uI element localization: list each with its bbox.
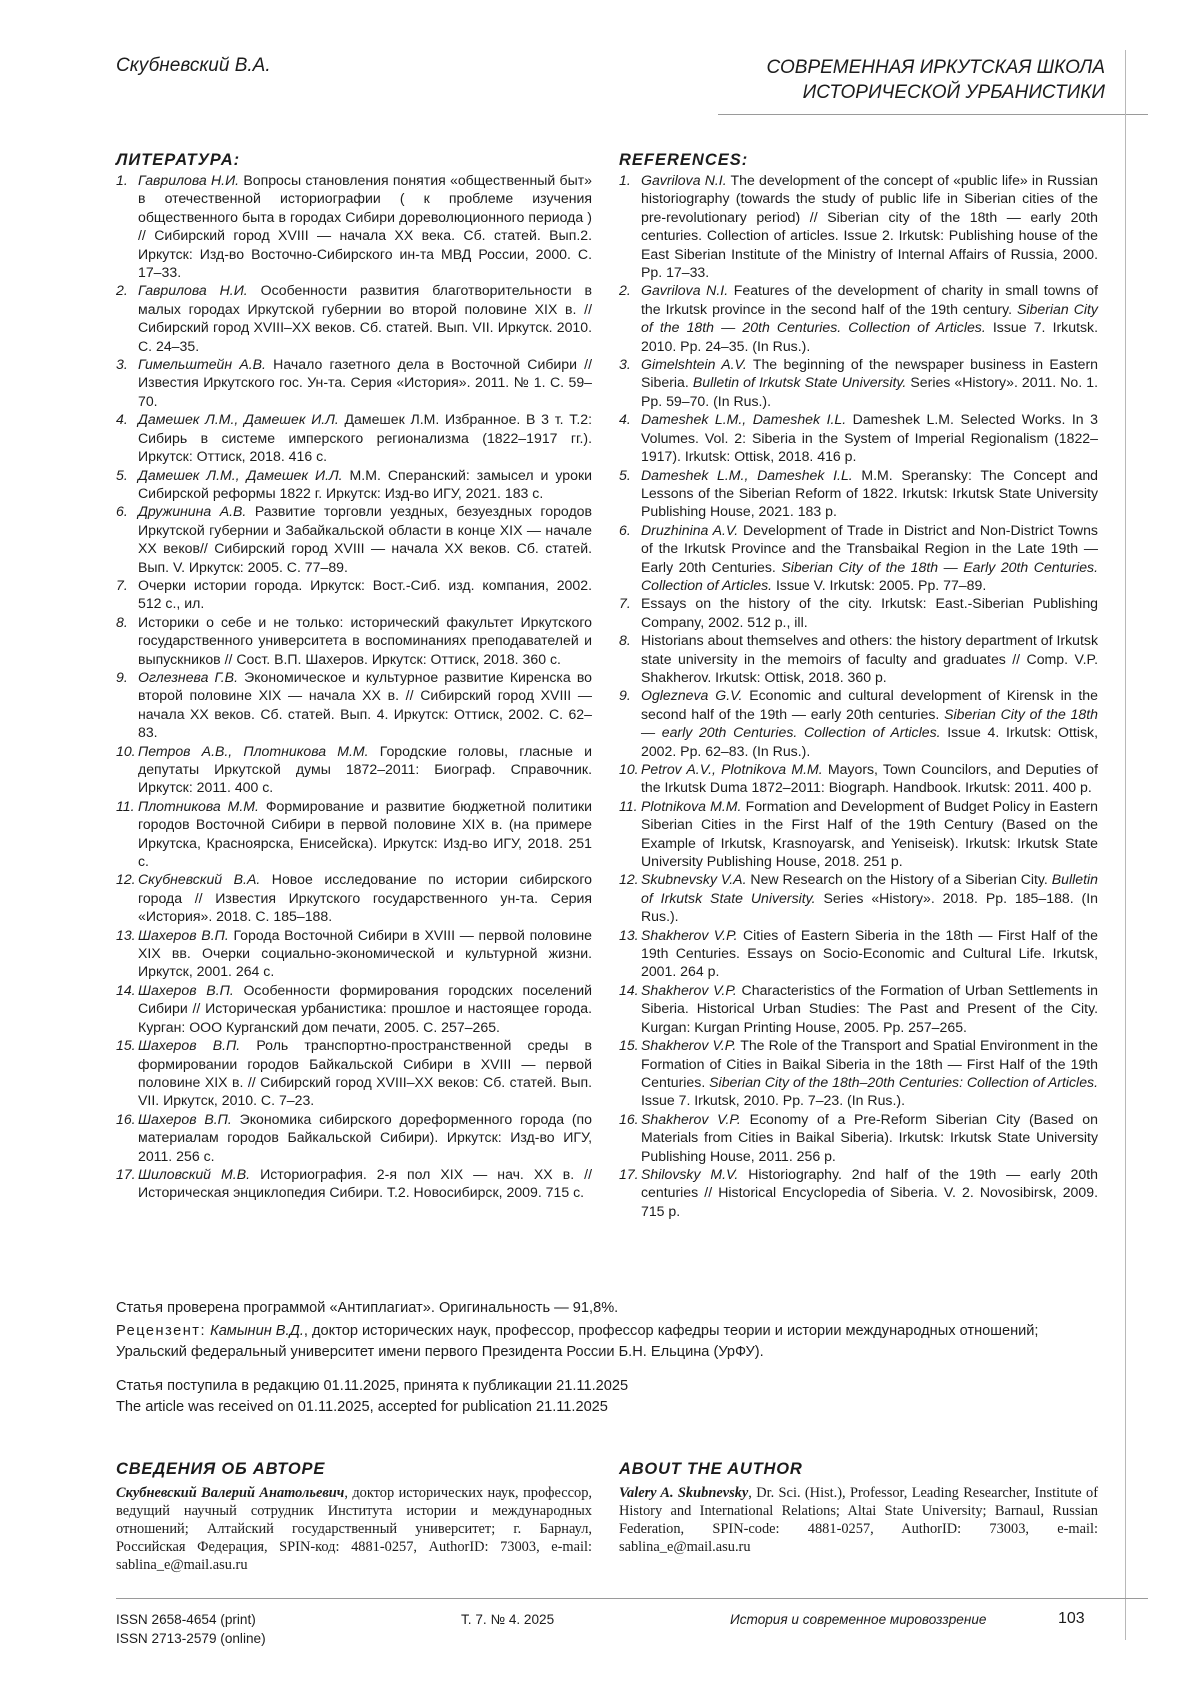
item-text-tail: Issue 4. Irkutsk: Ottisk, 2002. Pp. 62–83. (In Rus.). [641, 724, 1098, 759]
item-author: Oglezneva G.V. [641, 687, 743, 704]
header-divider [718, 114, 1148, 115]
received-en: The article was received on 01.11.2025, accepted for publication 21.11.2025 [116, 1399, 608, 1415]
item-text: Historians about themselves and others: the history department of Irkutsk state university in the memoirs of faculty and graduates // Comp. V.P. Shakherov. Irkutsk: Ottisk, 2018. 360 p. [641, 632, 1098, 685]
item-text-tail: Issue 7. Irkutsk. 2010. Pp. 24–35. (In Rus.). [641, 319, 1098, 354]
item-text: Economy of a Pre-Reform Siberian City (Based on Materials from Cities in Baikal Siberia). Irkutsk: Irkutsk State University Publishing House, 2011. 256 p. [641, 1110, 1098, 1164]
item-text: Дамешек Л.М. Избранное. В 3 т. Т.2: Сибирь в системе имперского регионализма (1822–1917 гг.). Иркутск: Оттиск, 2018. 416 с. [138, 411, 592, 465]
item-author: Скубневский В.А. [138, 871, 261, 888]
literature-item [116, 742, 592, 797]
item-number: 17. [619, 1165, 639, 1182]
literature-item [116, 466, 592, 503]
author-en-body [619, 1484, 1098, 1556]
author-info-en [619, 1460, 1098, 1556]
footer-issn [116, 1610, 266, 1648]
author-ru-body [116, 1484, 592, 1574]
item-number: 10. [619, 761, 639, 777]
reference-item [619, 870, 1098, 925]
item-number: 13. [116, 926, 136, 943]
item-number: 2. [619, 282, 631, 299]
literature-item [116, 1165, 592, 1202]
item-text: Историки о себе и не только: исторический факультет Иркутского государственного университета в воспоминаниях преподавателей и выпускников // Сост. В.П. Шахеров. Иркутск: Оттиск, 2018. 360 с. [138, 613, 592, 667]
item-text: Cities of Eastern Siberia in the 18th — First Half of the 19th Centuries. Essays on Socio-Economic and Cultural Life. Irkutsk, 2001. 264 p. [641, 926, 1098, 980]
item-text: Historiography. 2nd half of the 19th — early 20th centuries // Historical Encyclopedia of Siberia. V. 2. Novosibirsk, 2009. 715 p. [641, 1165, 1098, 1219]
item-author: Петров А.В., Плотникова М.М. [138, 742, 369, 759]
item-number: 3. [116, 356, 128, 373]
literature-list [116, 171, 592, 1202]
item-author: Skubnevsky V.A. [641, 871, 747, 888]
section-title-line-2: ИСТОРИЧЕСКОЙ УРБАНИСТИКИ [802, 82, 1105, 103]
literature-item [116, 355, 592, 410]
reference-item [619, 594, 1098, 631]
item-number: 16. [619, 1110, 639, 1127]
item-number: 8. [619, 632, 631, 649]
item-author: Гаврилова Н.И. [138, 282, 248, 299]
item-number: 7. [116, 576, 128, 593]
item-author: Дамешек Л.М., Дамешек И.Л. [138, 466, 343, 483]
literature-item [116, 502, 592, 576]
item-text: Начало газетного дела в Восточной Сибири // Известия Иркутского гос. Ун-та. Серия «История». 2011. № 1. С. 59–70. [138, 356, 593, 409]
issn-print: ISSN 2658-4654 (print) [116, 1612, 256, 1627]
reference-item [619, 981, 1098, 1036]
page-number: 103 [1058, 1610, 1085, 1627]
item-number: 14. [116, 981, 136, 998]
footer-journal-title: История и современное мировоззрение [730, 1612, 987, 1627]
item-author: Dameshek L.M., Dameshek I.L. [641, 411, 847, 428]
item-author: Гимельштейн А.В. [138, 356, 266, 373]
item-author: Оглезнева Г.В. [138, 668, 238, 685]
running-header-author: Скубневский В.А. [116, 55, 271, 76]
antiplagiat-note: Статья проверена программой «Антиплагиат». Оригинальность — 91,8%. [116, 1300, 619, 1316]
reference-item [619, 760, 1098, 797]
item-author: Shakherov V.P. [641, 981, 737, 998]
item-text: Города Восточной Сибири в XVIII — первой половине XIX вв. Очерки социально-экономической и культурной жизни. Иркутск, 2001. 264 с. [138, 926, 592, 980]
item-number: 6. [116, 503, 128, 520]
item-source-title: Bulletin of Irkutsk State University. [641, 871, 1098, 906]
author-info-ru [116, 1460, 592, 1574]
item-number: 15. [619, 1037, 639, 1054]
reference-item [619, 1165, 1098, 1220]
item-author: Gavrilova N.I. [641, 172, 727, 188]
item-text: Особенности развития благотворительности в малых городах Иркутской губернии во второй половине XIX в. // Сибирский город XVIII–XX веков. Сб. статей. Вып. VII. Иркутск. 2010. С. 24–35. [138, 282, 592, 354]
item-number: 5. [619, 466, 631, 483]
reference-item [619, 171, 1098, 281]
item-author: Дружинина А.В. [138, 503, 247, 520]
literature-section [116, 150, 592, 1202]
reviewer-details: , доктор исторических наук, профессор, профессор кафедры теории и истории международных отношений; Уральский федеральный университет имени первого Президента России Б.Н. Ельцина (УрФУ). [116, 1323, 1039, 1360]
item-number: 14. [619, 981, 639, 998]
section-title-line-1: СОВРЕМЕННАЯ ИРКУТСКАЯ ШКОЛА [766, 57, 1105, 78]
item-number: 6. [619, 521, 631, 538]
reference-item [619, 410, 1098, 465]
item-author: Shakherov V.P. [641, 1110, 741, 1127]
item-source-title: Siberian City of the 18th — Early 20th Centuries. Collection of Articles. [641, 558, 1099, 593]
reference-item [619, 686, 1098, 760]
author-ru-heading: СВЕДЕНИЯ ОБ АВТОРЕ [116, 1460, 326, 1478]
item-number: 1. [619, 172, 631, 188]
item-number: 4. [116, 411, 128, 428]
author-en-details: , Dr. Sci. (Hist.), Professor, Leading Researcher, Institute of History and International Relations; Altai State University; Barnaul, Russian Federation, SPIN-code: 4881-0257, AuthorID: 73003, e-mail: sablina_e@mail.asu.ru [619, 1485, 1098, 1555]
item-author: Гаврилова Н.И. [138, 172, 240, 188]
item-number: 11. [116, 797, 135, 814]
item-number: 7. [619, 595, 631, 612]
item-source-title: Siberian City of the 18th — early 20th Centuries. Collection of Articles. [641, 705, 1098, 741]
item-author: Шахеров В.П. [138, 1110, 232, 1127]
literature-item [116, 171, 592, 281]
item-author: Плотникова М.М. [138, 797, 259, 814]
reference-item [619, 926, 1098, 981]
item-author: Druzhinina A.V. [641, 521, 739, 538]
item-number: 10. [116, 742, 136, 759]
item-text: Историография. 2-я пол XIX — нач. XX в. // Историческая энциклопедия Сибири. Т.2. Новосибирск, 2009. 715 с. [138, 1165, 592, 1201]
item-text: The development of the concept of «public life» in Russian historiography (towards the study of public life in Siberian cities of the pre-revolutionary period) // Siberian city of the 18th — early 20th centuries. Collection of articles. Issue 2. Irkutsk: Publishing house of the East Siberian Institute of the Ministry of Internal Affairs of Russia, 2000. Pp. 17–33. [641, 172, 1098, 281]
reference-item [619, 281, 1098, 355]
item-text: Экономическое и культурное развитие Киренска во второй половине XIX — начала XX в. // Сибирский город XVIII — начала XX веков. Сб. статей. Вып. 4. Иркутск: Оттиск, 2002. С. 62–83. [138, 668, 592, 741]
item-text: M.M. Speransky: The Concept and Lessons of the Siberian Reform of 1822. Irkutsk: Irkutsk State University Publishing House, 2021. 183 p. [641, 466, 1098, 520]
literature-item [116, 981, 592, 1036]
item-number: 17. [116, 1165, 136, 1182]
item-author: Dameshek L.M., Dameshek I.L. [641, 466, 853, 483]
literature-item [116, 576, 592, 613]
item-text: Dameshek L.M. Selected Works. In 3 Volumes. Vol. 2: Siberia in the System of Imperial Regionalism (1822–1917). Irkutsk: Ottisk, 2018. 416 p. [641, 411, 1098, 465]
literature-item [116, 613, 592, 668]
item-author: Шахеров В.П. [138, 1037, 241, 1054]
item-text: Особенности формирования городских поселений Сибири // Историческая урбанистика: прошлое и настоящее города. Курган: ООО Курганский дом печати, 2005. С. 257–265. [138, 981, 592, 1035]
item-text: Economic and cultural development of Kirensk in the second half of the 19th — early 20th centuries. [641, 687, 1098, 722]
reference-item [619, 355, 1098, 410]
item-text: Development of Trade in District and Non-District Towns of the Irkutsk Province and the Transbaikal Region in the Late 19th — Early 20th Centuries. [641, 521, 1098, 575]
item-text-tail: Issue 7. Irkutsk, 2010. Pp. 7–23. (In Rus.). [641, 1092, 905, 1109]
item-text: Features of the development of charity in small towns of the Irkutsk province in the second half of the 19th century. [641, 282, 1098, 317]
literature-item [116, 410, 592, 465]
item-text: The Role of the Transport and Spatial Environment in the Formation of Cities in Baikal Siberia in the 18th — First Half of the 19th Centuries. [641, 1037, 1098, 1090]
item-text: Вопросы становления понятия «общественный быт» в отечественной историографии ( к проблеме изучения общественного быта в городах Сибири дореволюционного периода ) // Сибирский город XVIII — начала XX века. Сб. статей. Вып.2. Иркутск: Изд-во Восточно-Сибирского ин-та МВД России, 2000. С. 17–33. [138, 172, 592, 281]
author-ru-name: Скубневский Валерий Анатольевич [116, 1485, 345, 1501]
author-en-heading: ABOUT THE AUTHOR [619, 1460, 803, 1478]
item-author: Шиловский М.В. [138, 1165, 251, 1182]
footer-divider [116, 1598, 1148, 1599]
reviewer-label: Рецензент: [116, 1323, 207, 1339]
item-author: Gimelshtein A.V. [641, 356, 747, 373]
literature-item [116, 1110, 592, 1165]
item-text: Очерки истории города. Иркутск: Вост.-Сиб. изд. компания, 2002. 512 с., ил. [138, 576, 592, 612]
item-text: The beginning of the newspaper business in Eastern Siberia. [641, 356, 1098, 391]
item-number: 11. [619, 797, 638, 814]
item-author: Plotnikova M.M. [641, 797, 742, 814]
item-author: Gavrilova N.I. [641, 282, 729, 299]
item-number: 13. [619, 926, 639, 943]
item-author: Shilovsky M.V. [641, 1165, 739, 1182]
literature-item [116, 668, 592, 742]
reference-item [619, 1110, 1098, 1165]
item-number: 8. [116, 613, 128, 630]
literature-item [116, 797, 592, 871]
author-en-name: Valery A. Skubnevsky [619, 1485, 749, 1501]
item-text: Развитие торговли уездных, безуездных городов Иркутской губернии и Забайкальской области в конце XIX — начале XX веков// Сибирский город XVIII — начала XX веков. Сб. статей. Вып. V. Иркутск: 2005. С. 77–89. [138, 503, 592, 575]
item-number: 16. [116, 1110, 136, 1127]
reference-item [619, 631, 1098, 686]
item-text: Mayors, Town Councilors, and Deputies of the Irkutsk Duma 1872–2011: Biograph. Handbook. Irkutsk: 2011. 400 p. [641, 761, 1099, 796]
footer-volume: Т. 7. № 4. 2025 [461, 1612, 555, 1627]
item-author: Petrov A.V., Plotnikova M.M. [641, 761, 823, 777]
item-source-title: Siberian City of the 18th–20th Centuries: Collection of Articles. [709, 1073, 1098, 1090]
running-header-section [625, 55, 1105, 105]
reference-item [619, 797, 1098, 871]
item-number: 15. [116, 1037, 136, 1054]
reference-item [619, 521, 1098, 595]
page-margin-rule [1125, 50, 1126, 1640]
item-number: 1. [116, 172, 128, 188]
item-number: 5. [116, 466, 128, 483]
references-section [619, 150, 1098, 1220]
item-number: 3. [619, 356, 631, 373]
item-author: Shakherov V.P. [641, 1037, 737, 1054]
item-author: Шахеров В.П. [138, 981, 234, 998]
item-text: Essays on the history of the city. Irkutsk: East.-Siberian Publishing Company, 2002. 512 p., ill. [641, 595, 1098, 630]
item-author: Шахеров В.П. [138, 926, 229, 943]
literature-item [116, 870, 592, 925]
reference-item [619, 1036, 1098, 1110]
reference-item [619, 466, 1098, 521]
reviewer-name: Камынин В.Д. [210, 1323, 304, 1339]
item-number: 4. [619, 411, 631, 428]
item-number: 9. [116, 668, 128, 685]
item-text-tail: Series «History». 2018. Pp. 185–188. (In Rus.). [641, 889, 1098, 925]
literature-item [116, 281, 592, 355]
item-number: 12. [116, 871, 136, 888]
author-ru-details: , доктор исторических наук, профессор, ведущий научный сотрудник Института истории и международных отношений; Алтайский государственный университет; г. Барнаул, Российская Федерация, SPIN-код: 4881-0257, AuthorID: 73003, e-mail: sablina_e@mail.asu.ru [116, 1485, 593, 1573]
reviewer-note [116, 1321, 1098, 1363]
item-text: Characteristics of the Formation of Urban Settlements in Siberia. Historical Urban Studies: The Past and Present of the City. Kurgan: Kurgan Printing House, 2005. Pp. 257–265. [641, 981, 1098, 1035]
literature-item [116, 1036, 592, 1110]
item-text: Городские головы, гласные и депутаты Иркутской думы 1872–2011: Биограф. Справочник. Иркутск: 2011. 400 с. [138, 742, 592, 796]
item-text: Экономика сибирского дореформенного города (по материалам городов Байкальской Сибири). Иркутск: Изд-во ИГУ, 2011. 256 с. [138, 1110, 592, 1164]
received-ru: Статья поступила в редакцию 01.11.2025, принята к публикации 21.11.2025 [116, 1378, 629, 1394]
item-text: Новое исследование по истории сибирского города // Известия Иркутского государственного ун-та. Серия «История». 2018. С. 185–188. [138, 871, 592, 925]
item-text: М.М. Сперанский: замысел и уроки Сибирской реформы 1822 г. Иркутск: Изд-во ИГУ, 2021. 183 с. [138, 466, 592, 501]
item-author: Дамешек Л.М., Дамешек И.Л. [138, 411, 339, 428]
issn-online: ISSN 2713-2579 (online) [116, 1631, 266, 1646]
item-text: New Research on the History of a Siberian City. [746, 871, 1052, 888]
item-source-title: Bulletin of Irkutsk State University. [692, 374, 907, 391]
item-author: Shakherov V.P. [641, 926, 738, 943]
item-number: 2. [116, 282, 128, 299]
item-text: Formation and Development of Budget Policy in Eastern Siberian Cities in the First Half of the 19th Century (Based on the Example of Irkutsk, Krasnoyarsk, and Yeniseisk). Irkutsk: Irkutsk State University Publishing House, 2018. 251 p. [641, 797, 1098, 870]
item-text: Роль транспортно-пространственной среды в формировании городов Байкальской Сибири в XVIII — первой половине XIX в. // Сибирский город XVIII–XX веков: Сб. статей. Вып. VII. Иркутск, 2010. С. 7–23. [138, 1037, 592, 1109]
item-number: 9. [619, 687, 631, 704]
item-text-tail: Issue V. Irkutsk: 2005. Pp. 77–89. [772, 576, 987, 593]
item-number: 12. [619, 871, 639, 888]
literature-item [116, 926, 592, 981]
references-heading: REFERENCES: [619, 151, 749, 169]
item-text: Формирование и развитие бюджетной политики городов Восточной Сибири в первой половине XIX в. (на примере Иркутска, Красноярска, Енисейска). Иркутск: Изд-во ИГУ, 2018. 251 с. [138, 797, 592, 870]
item-text-tail: Series «History». 2011. No. 1. Pp. 59–70. (In Rus.). [641, 374, 1098, 409]
references-list [619, 171, 1098, 1220]
item-source-title: Siberian City of the 18th — 20th Centuries. Collection of Articles. [641, 300, 1098, 336]
literature-heading: ЛИТЕРАТУРА: [116, 151, 241, 169]
